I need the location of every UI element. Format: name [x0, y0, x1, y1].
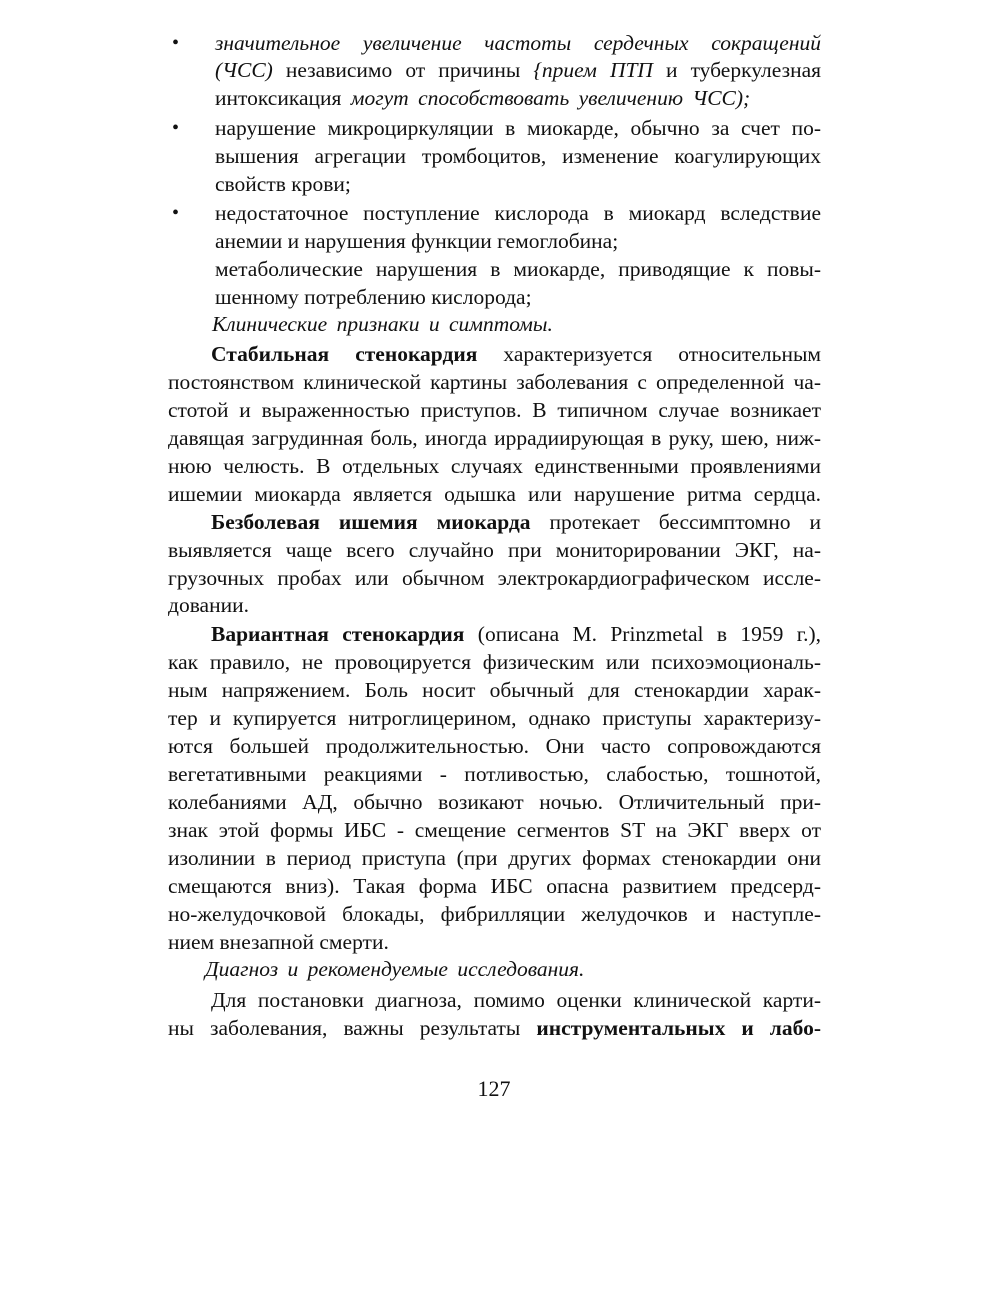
paragraph-diagnosis-line-2: ны заболевания, важны результаты инструментальных и лабо-	[168, 1016, 821, 1040]
paragraph-diagnosis-line-1: Для постановки диагноза, помимо оценки клинической карти-	[211, 988, 821, 1012]
list-item-1-line-2: (ЧСС) независимо от причины {прием ПТП и туберкулезная	[215, 58, 822, 82]
list-item-2-line-2: вышения агрегации тромбоцитов, изменение коагулирующих	[215, 144, 821, 168]
section-heading-diagnosis: Диагноз и рекомендуемые исследования.	[205, 957, 585, 981]
paragraph-variant-line-9: изолинии в период приступа (при других формах стенокардии они	[168, 846, 821, 870]
paragraph-variant-line-2: как правило, не провоцируется физическим или психоэмоциональ-	[168, 650, 821, 674]
paragraph-stable-line-4: давящая загрудинная боль, иногда иррадиирующая в руку, шею, ниж-	[168, 426, 821, 450]
paragraph-variant-line-8: знак этой формы ИБС - смещение сегментов ST на ЭКГ вверх от	[168, 818, 821, 842]
bullet-marker: •	[172, 32, 180, 54]
paragraph-variant-line-11: но-желудочковой блокады, фибрилляции желудочков и наступле-	[168, 902, 821, 926]
paragraph-silent-line-3: грузочных пробах или обычном электрокардиографическом иссле-	[168, 566, 821, 590]
list-item-3-line-4: шенному потреблению кислорода;	[215, 285, 532, 309]
paragraph-silent-line-1: Безболевая ишемия миокарда протекает бессимптомно и	[211, 510, 821, 534]
section-heading-clinical: Клинические признаки и симптомы.	[212, 312, 553, 336]
paragraph-stable-line-6: ишемии миокарда является одышка или нарушение ритма сердца.	[168, 482, 821, 506]
list-item-2-line-3: свойств крови;	[215, 172, 351, 196]
bullet-marker: •	[172, 117, 180, 139]
list-item-3-line-2: анемии и нарушения функции гемоглобина;	[215, 229, 619, 253]
bullet-marker: •	[172, 202, 180, 224]
list-item-3-line-3: метаболические нарушения в миокарде, приводящие к повы-	[215, 257, 821, 281]
paragraph-variant-line-10: смещаются вниз). Такая форма ИБС опасна развитием предсерд-	[168, 874, 821, 898]
list-item-2-line-1: нарушение микроциркуляции в миокарде, обычно за счет по-	[215, 116, 821, 140]
paragraph-stable-line-2: постоянством клинической картины заболевания с определенной ча-	[168, 370, 821, 394]
page-number: 127	[477, 1076, 511, 1101]
paragraph-stable-line-3: стотой и выраженностью приступов. В типичном случае возникает	[168, 398, 821, 422]
paragraph-variant-line-12: нием внезапной смерти.	[168, 930, 389, 954]
paragraph-variant-line-5: ются большей продолжительностью. Они часто сопровождаются	[168, 734, 821, 758]
paragraph-silent-line-2: выявляется чаще всего случайно при мониторировании ЭКГ, на-	[168, 538, 821, 562]
paragraph-stable-line-5: нюю челюсть. В отдельных случаях единственными проявлениями	[168, 454, 821, 478]
paragraph-variant-line-3: ным напряжением. Боль носит обычный для стенокардии харак-	[168, 678, 821, 702]
paragraph-silent-line-4: довании.	[168, 593, 249, 617]
paragraph-variant-line-4: тер и купируется нитроглицерином, однако приступы характеризу-	[168, 706, 821, 730]
paragraph-stable-line-1: Стабильная стенокардия характеризуется относительным	[211, 342, 821, 366]
list-item-1-line-1: значительное увеличение частоты сердечных сокращений	[215, 31, 821, 55]
paragraph-variant-line-1: Вариантная стенокардия (описана M. Prinzmetal в 1959 г.),	[211, 622, 821, 646]
paragraph-variant-line-6: вегетативными реакциями - потливостью, слабостью, тошнотой,	[168, 762, 821, 786]
list-item-1-line-3: интоксикация могут способствовать увеличению ЧСС);	[215, 86, 751, 110]
paragraph-variant-line-7: колебаниями АД, обычно возикают ночью. Отличительный при-	[168, 790, 821, 814]
list-item-3-line-1: недостаточное поступление кислорода в миокард вследствие	[215, 201, 821, 225]
